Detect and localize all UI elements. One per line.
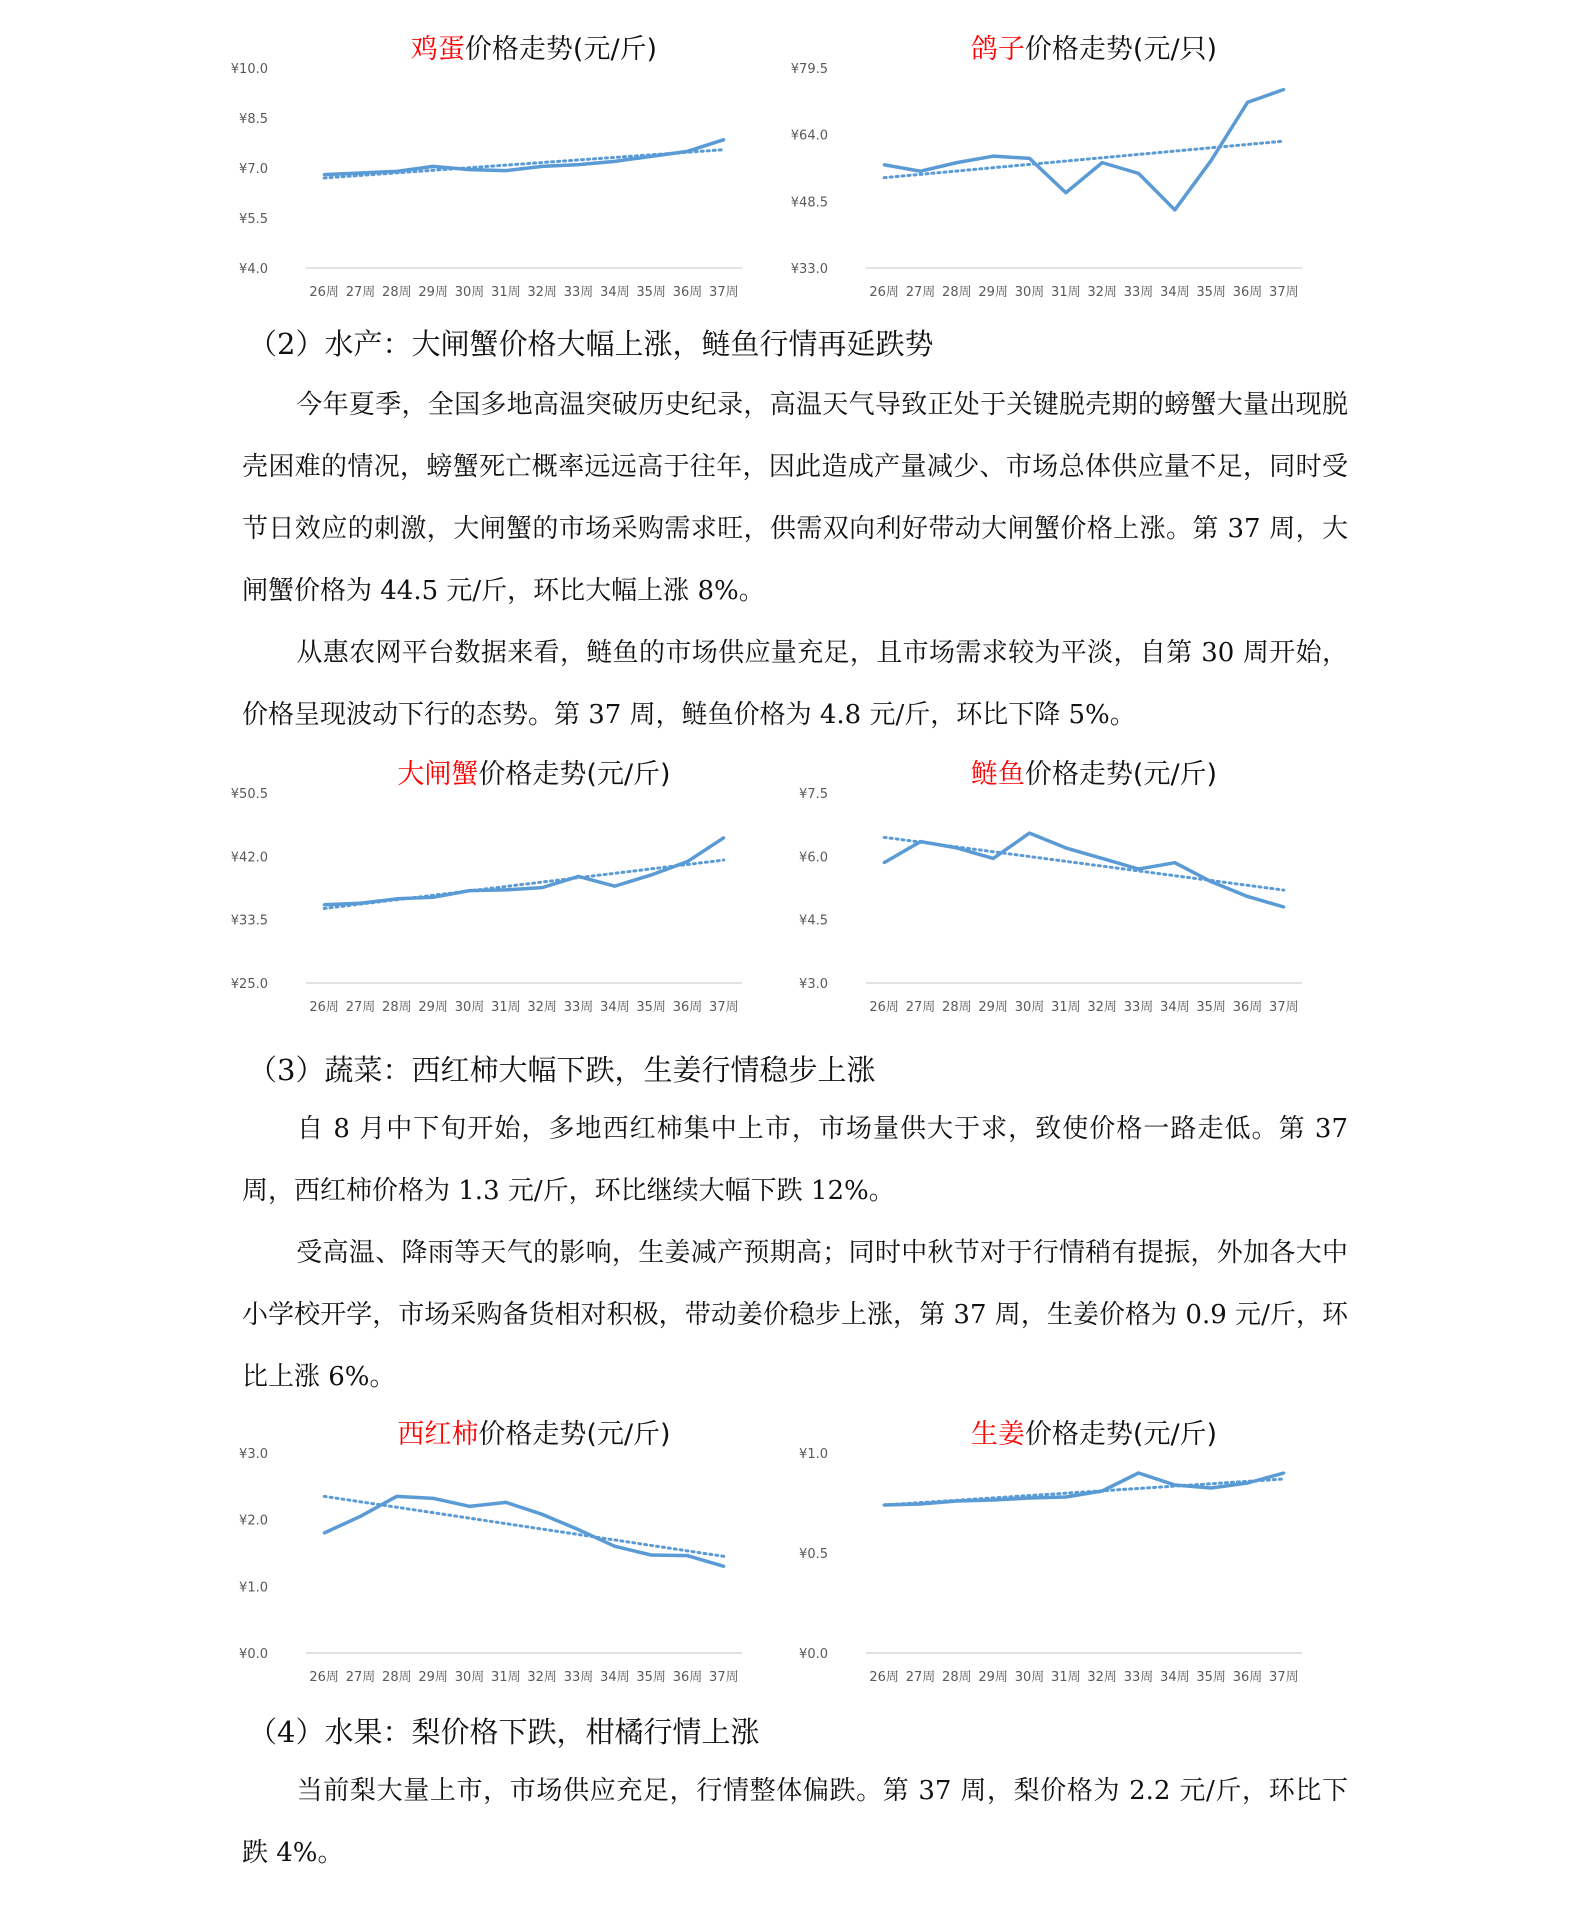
- data-point: [650, 155, 653, 158]
- data-point: [432, 1497, 435, 1500]
- data-point: [992, 857, 995, 860]
- y-tick-label: ¥3.0: [239, 1447, 268, 1462]
- chart-title: [397, 759, 670, 790]
- chart-title-rest: 价格走势(元/斤): [478, 1419, 671, 1450]
- y-tick-label: ¥10.0: [230, 62, 268, 77]
- y-tick-label: ¥7.0: [239, 162, 268, 177]
- x-tick-label: 29周: [978, 1670, 1008, 1685]
- chart-title-rest: 价格走势(元/只): [1024, 34, 1218, 65]
- chart-title: [397, 1419, 670, 1450]
- data-point: [883, 861, 886, 864]
- silver-carp-price-chart: [790, 755, 1330, 1035]
- data-point: [1137, 868, 1140, 871]
- chart-title: [971, 759, 1217, 790]
- paragraph-tomato: [242, 1098, 1348, 1222]
- data-point: [1101, 161, 1104, 164]
- x-tick-label: 34周: [600, 1670, 630, 1685]
- paragraph-pear: [242, 1760, 1348, 1884]
- data-point: [1173, 1484, 1176, 1487]
- y-tick-label: ¥33.5: [230, 913, 268, 929]
- y-tick-label: ¥7.5: [799, 787, 828, 802]
- y-tick-label: ¥33.0: [790, 262, 828, 277]
- x-tick-label: 29周: [418, 1000, 448, 1015]
- x-tick-label: 33周: [563, 1670, 594, 1685]
- data-point: [1101, 857, 1104, 860]
- chart-title-rest: 价格走势(元/斤): [1024, 759, 1218, 790]
- data-point: [1064, 191, 1067, 194]
- data-point: [1282, 88, 1285, 91]
- data-point: [955, 1500, 958, 1503]
- y-tick-label: ¥6.0: [799, 850, 828, 866]
- data-point: [1282, 1472, 1285, 1475]
- x-tick-label: 27周: [905, 1000, 936, 1015]
- data-point: [1028, 832, 1031, 835]
- data-point: [1210, 1487, 1213, 1490]
- data-point: [577, 1528, 580, 1531]
- x-tick-label: 28周: [942, 1000, 972, 1015]
- y-tick-label: ¥50.5: [230, 787, 268, 802]
- chart-title-highlight: 鸽子: [970, 34, 1025, 65]
- data-point: [504, 1501, 507, 1504]
- x-tick-label: 31周: [491, 1000, 521, 1015]
- y-tick-label: ¥48.5: [790, 195, 828, 211]
- egg-price-chart: [230, 30, 770, 320]
- x-tick-label: 27周: [345, 1000, 376, 1015]
- data-point: [883, 163, 886, 166]
- data-point: [1246, 895, 1249, 898]
- data-point: [1210, 880, 1213, 883]
- x-tick-label: 32周: [1087, 1670, 1117, 1685]
- y-tick-label: ¥2.0: [239, 1513, 268, 1529]
- data-point: [395, 897, 398, 900]
- section-heading-aquatic: （2）水产：大闸蟹价格大幅上涨，鲢鱼行情再延跌势: [248, 327, 934, 361]
- data-point: [919, 170, 922, 173]
- paragraph-silver-carp-text: 从惠农网平台数据来看，鲢鱼的市场供应量充足，且市场需求较为平淡，自第 30 周开始，价格呈现波动下行的态势。第 37 周，鲢鱼价格为 4.8 元/斤，环比下降 5%。: [242, 638, 1348, 730]
- x-tick-label: 34周: [1160, 1670, 1190, 1685]
- x-tick-label: 34周: [600, 285, 630, 300]
- x-tick-label: 26周: [869, 285, 899, 300]
- x-tick-label: 36周: [1232, 1670, 1263, 1685]
- y-tick-label: ¥0.0: [799, 1647, 828, 1662]
- tomato-price-chart: [230, 1415, 770, 1705]
- x-tick-label: 30周: [1014, 1670, 1045, 1685]
- trend-line: [324, 1496, 724, 1556]
- x-tick-label: 32周: [527, 1670, 557, 1685]
- data-point: [395, 1495, 398, 1498]
- data-point: [1246, 101, 1249, 104]
- x-tick-label: 26周: [869, 1000, 899, 1015]
- chart-title-rest: 价格走势(元/斤): [1024, 1419, 1218, 1450]
- data-point: [1064, 1496, 1067, 1499]
- x-tick-label: 28周: [942, 1670, 972, 1685]
- price-series-line: [324, 140, 724, 175]
- x-tick-label: 27周: [345, 285, 376, 300]
- section-heading-fruits: （4）水果：梨价格下跌，柑橘行情上涨: [248, 1715, 760, 1749]
- data-point: [992, 1499, 995, 1502]
- trend-line: [884, 141, 1284, 178]
- x-tick-label: 34周: [1160, 285, 1190, 300]
- x-tick-label: 36周: [672, 1000, 703, 1015]
- data-point: [541, 1513, 544, 1516]
- x-tick-label: 32周: [527, 285, 557, 300]
- x-tick-label: 37周: [709, 285, 739, 300]
- x-tick-label: 28周: [382, 285, 412, 300]
- x-tick-label: 29周: [418, 1670, 448, 1685]
- x-tick-label: 26周: [309, 1670, 339, 1685]
- data-point: [955, 846, 958, 849]
- data-point: [919, 840, 922, 843]
- chart-title-highlight: 鲢鱼: [970, 759, 1025, 790]
- data-point: [955, 161, 958, 164]
- y-tick-label: ¥0.5: [799, 1547, 828, 1562]
- chart-title: [971, 1419, 1217, 1450]
- data-point: [1282, 906, 1285, 909]
- data-point: [1028, 1497, 1031, 1500]
- paragraph-crab: [242, 374, 1348, 622]
- chart-title-rest: 价格走势(元/斤): [478, 759, 671, 790]
- data-point: [722, 836, 725, 839]
- x-tick-label: 35周: [1196, 1670, 1226, 1685]
- x-tick-label: 31周: [1051, 1670, 1081, 1685]
- section-heading-vegetables: （3）蔬菜：西红柿大幅下跌，生姜行情稳步上涨: [248, 1053, 876, 1087]
- x-tick-label: 35周: [636, 285, 666, 300]
- data-point: [1246, 1482, 1249, 1485]
- x-tick-label: 35周: [1196, 285, 1226, 300]
- chart-title-highlight: 大闸蟹: [397, 759, 479, 790]
- x-tick-label: 33周: [1123, 1000, 1154, 1015]
- y-tick-label: ¥64.0: [790, 128, 828, 144]
- chart-title: [411, 34, 657, 65]
- data-point: [468, 889, 471, 892]
- data-point: [541, 165, 544, 168]
- data-point: [1028, 157, 1031, 160]
- x-tick-label: 27周: [345, 1670, 376, 1685]
- x-tick-label: 31周: [491, 285, 521, 300]
- data-point: [1101, 1490, 1104, 1493]
- x-tick-label: 28周: [382, 1670, 412, 1685]
- data-point: [359, 902, 362, 905]
- x-tick-label: 37周: [1269, 1000, 1299, 1015]
- x-tick-label: 37周: [709, 1670, 739, 1685]
- x-tick-label: 30周: [454, 285, 485, 300]
- x-tick-label: 29周: [418, 285, 448, 300]
- data-point: [395, 170, 398, 173]
- x-tick-label: 32周: [1087, 285, 1117, 300]
- x-tick-label: 30周: [454, 1670, 485, 1685]
- chart-title: [971, 34, 1217, 65]
- x-tick-label: 34周: [1160, 1000, 1190, 1015]
- x-tick-label: 36周: [672, 285, 703, 300]
- y-tick-label: ¥79.5: [790, 62, 828, 77]
- x-tick-label: 37周: [1269, 1670, 1299, 1685]
- x-tick-label: 26周: [869, 1670, 899, 1685]
- paragraph-silver-carp: [242, 622, 1348, 746]
- data-point: [1064, 846, 1067, 849]
- y-tick-label: ¥5.5: [239, 212, 268, 227]
- data-point: [577, 875, 580, 878]
- paragraph-ginger-text: 受高温、降雨等天气的影响，生姜减产预期高；同时中秋节对于行情稍有提振，外加各大中小学校开学，市场采购备货相对积极，带动姜价稳步上涨，第 37 周，生姜价格为 0.9 元/斤，环比上涨 6%。: [242, 1238, 1348, 1392]
- paragraph-pear-text: 当前梨大量上市，市场供应充足，行情整体偏跌。第 37 周，梨价格为 2.2 元/斤，环比下跌 4%。: [242, 1776, 1348, 1868]
- x-tick-label: 28周: [382, 1000, 412, 1015]
- x-tick-label: 34周: [600, 1000, 630, 1015]
- data-point: [1137, 172, 1140, 175]
- y-tick-label: ¥8.5: [239, 112, 268, 127]
- x-tick-label: 29周: [978, 285, 1008, 300]
- data-point: [613, 1545, 616, 1548]
- x-tick-label: 31周: [1051, 285, 1081, 300]
- x-tick-label: 32周: [527, 1000, 557, 1015]
- x-tick-label: 30周: [1014, 1000, 1045, 1015]
- x-tick-label: 29周: [978, 1000, 1008, 1015]
- data-point: [992, 155, 995, 158]
- data-point: [468, 1505, 471, 1508]
- y-tick-label: ¥4.0: [239, 262, 268, 277]
- data-point: [722, 1565, 725, 1568]
- data-point: [1210, 159, 1213, 162]
- y-tick-label: ¥1.0: [799, 1447, 828, 1462]
- x-tick-label: 33周: [1123, 285, 1154, 300]
- x-tick-label: 35周: [636, 1670, 666, 1685]
- pigeon-price-chart: [790, 30, 1330, 320]
- y-tick-label: ¥1.0: [239, 1580, 268, 1596]
- data-point: [1173, 861, 1176, 864]
- data-point: [1137, 1472, 1140, 1475]
- data-point: [504, 888, 507, 891]
- x-tick-label: 37周: [709, 1000, 739, 1015]
- x-tick-label: 33周: [563, 1000, 594, 1015]
- chart-title-rest: 价格走势(元/斤): [464, 34, 658, 65]
- data-point: [919, 1503, 922, 1506]
- data-point: [883, 1504, 886, 1507]
- data-point: [686, 1554, 689, 1557]
- paragraph-tomato-text: 自 8 月中下旬开始，多地西红柿集中上市，市场量供大于求，致使价格一路走低。第 37 周，西红柿价格为 1.3 元/斤，环比继续大幅下跌 12%。: [242, 1114, 1348, 1206]
- ginger-price-chart: [790, 1415, 1330, 1705]
- x-tick-label: 37周: [1269, 285, 1299, 300]
- data-point: [613, 885, 616, 888]
- data-point: [686, 860, 689, 863]
- data-point: [650, 1554, 653, 1557]
- x-tick-label: 26周: [309, 1000, 339, 1015]
- x-tick-label: 36周: [672, 1670, 703, 1685]
- data-point: [541, 886, 544, 889]
- price-series-line: [884, 90, 1284, 210]
- chart-title-highlight: 鸡蛋: [410, 34, 465, 65]
- x-tick-label: 27周: [905, 1670, 936, 1685]
- data-point: [650, 873, 653, 876]
- data-point: [359, 1515, 362, 1518]
- chart-title-highlight: 西红柿: [397, 1419, 479, 1450]
- x-tick-label: 31周: [1051, 1000, 1081, 1015]
- x-tick-label: 31周: [491, 1670, 521, 1685]
- data-point: [504, 169, 507, 172]
- x-tick-label: 36周: [1232, 285, 1263, 300]
- data-point: [468, 168, 471, 171]
- data-point: [432, 896, 435, 899]
- data-point: [432, 165, 435, 168]
- data-point: [686, 150, 689, 153]
- chart-title-highlight: 生姜: [970, 1419, 1025, 1450]
- price-series-line: [884, 833, 1284, 907]
- data-point: [323, 173, 326, 176]
- x-tick-label: 33周: [1123, 1670, 1154, 1685]
- y-tick-label: ¥4.5: [799, 913, 828, 929]
- x-tick-label: 26周: [309, 285, 339, 300]
- y-tick-label: ¥42.0: [230, 850, 268, 866]
- y-tick-label: ¥3.0: [799, 977, 828, 992]
- data-point: [359, 172, 362, 175]
- data-point: [613, 160, 616, 163]
- x-tick-label: 36周: [1232, 1000, 1263, 1015]
- x-tick-label: 30周: [454, 1000, 485, 1015]
- x-tick-label: 33周: [563, 285, 594, 300]
- hairy-crab-price-chart: [230, 755, 770, 1035]
- data-point: [577, 163, 580, 166]
- data-point: [323, 1532, 326, 1535]
- paragraph-ginger: [242, 1222, 1348, 1408]
- x-tick-label: 28周: [942, 285, 972, 300]
- data-point: [722, 138, 725, 141]
- y-tick-label: ¥0.0: [239, 1647, 268, 1662]
- x-tick-label: 27周: [905, 285, 936, 300]
- x-tick-label: 32周: [1087, 1000, 1117, 1015]
- data-point: [323, 903, 326, 906]
- y-tick-label: ¥25.0: [230, 977, 268, 992]
- paragraph-crab-text: 今年夏季，全国多地高温突破历史纪录，高温天气导致正处于关键脱壳期的螃蟹大量出现脱壳困难的情况，螃蟹死亡概率远远高于往年，因此造成产量减少、市场总体供应量不足，同时受节日效应的刺激，大闸蟹的市场采购需求旺，供需双向利好带动大闸蟹价格上涨。第 37 周，大闸蟹价格为 44.5 元/斤，环比大幅上涨 8%。: [242, 390, 1348, 606]
- x-tick-label: 30周: [1014, 285, 1045, 300]
- data-point: [1173, 208, 1176, 211]
- price-series-line: [324, 838, 724, 905]
- x-tick-label: 35周: [1196, 1000, 1226, 1015]
- x-tick-label: 35周: [636, 1000, 666, 1015]
